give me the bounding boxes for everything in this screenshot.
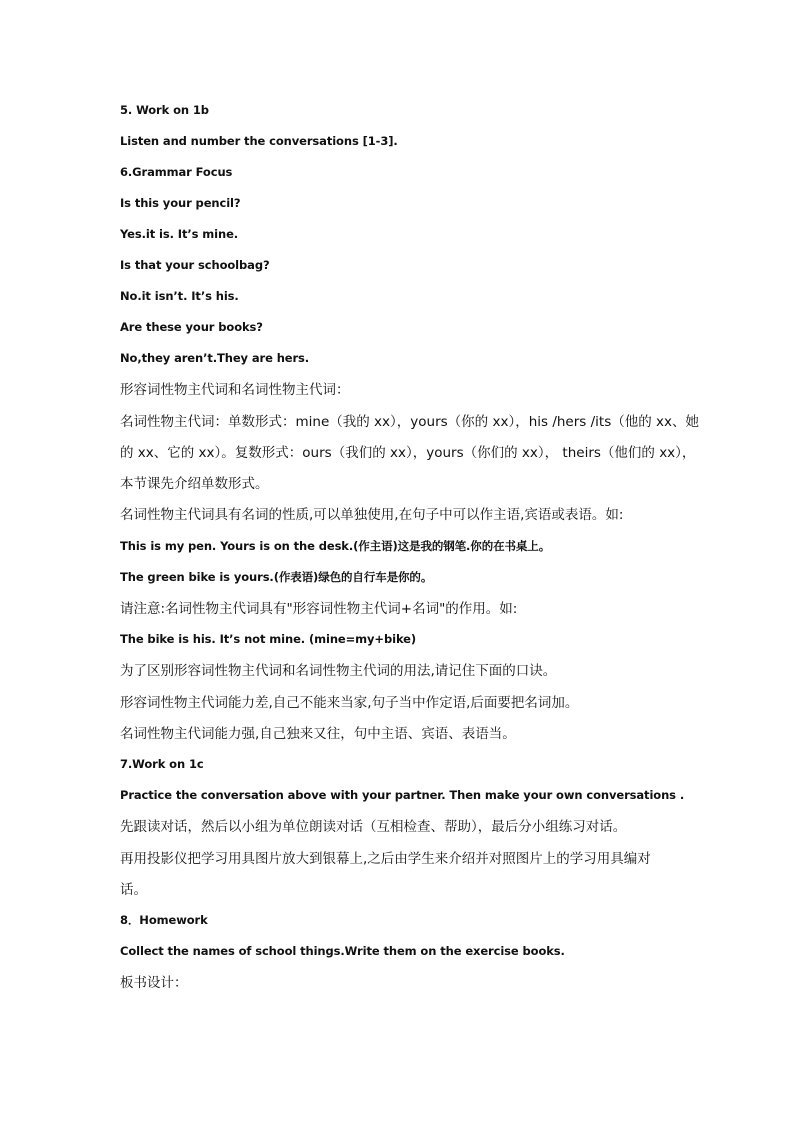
instruction-line-zh: 再用投影仪把学习用具图片放大到银幕上,之后由学生来介绍并对照图片上的学习用具编对 [120, 851, 651, 867]
section-heading-work-on-1b: 5. Work on 1b [120, 103, 209, 117]
grammar-note-line: 名词性物主代词具有名词的性质,可以单独使用,在句子中可以作主语,宾语或表语。如: [120, 507, 624, 523]
example-sentence: The bike is his. It’s not mine. (mine=my+bike) [120, 632, 417, 646]
mnemonic-line: 形容词性物主代词能力差,自己不能来当家,句子当中作定语,后面要把名词加。 [120, 695, 579, 711]
example-sentence: No.it isn’t. It’s his. [120, 289, 239, 303]
example-sentence: Is that your schoolbag? [120, 258, 270, 272]
section-heading-grammar-focus: 6.Grammar Focus [120, 165, 233, 179]
grammar-note-line: 的 xx、它的 xx）。复数形式：ours（我们的 xx），yours（你们的 xx）， theirs（他们的 xx）， [120, 445, 696, 461]
example-sentence: Is this your pencil? [120, 196, 241, 210]
instruction-line-zh: 话。 [120, 882, 147, 898]
instruction-line-zh: 先跟读对话，然后以小组为单位朗读对话（互相检查、帮助），最后分小组练习对话。 [120, 819, 627, 835]
example-sentence: Are these your books? [120, 320, 263, 334]
grammar-note-line: 请注意:名词性物主代词具有"形容词性物主代词+名词"的作用。如: [120, 601, 518, 617]
instruction-line: Practice the conversation above with your partner. Then make your own conversations . [120, 788, 685, 802]
example-sentence-mixed: The green bike is yours.(作表语)绿色的自行车是你的。 [120, 570, 433, 584]
grammar-note-line: 本节课先介绍单数形式。 [120, 476, 269, 492]
section-heading-work-on-1c: 7.Work on 1c [120, 757, 204, 771]
instruction-line: Listen and number the conversations [1-3]. [120, 134, 398, 148]
board-design-heading: 板书设计： [120, 975, 188, 991]
example-sentence: Yes.it is. It’s mine. [120, 227, 239, 241]
example-sentence-mixed: This is my pen. Yours is on the desk.(作主语)这是我的钢笔.你的在书桌上。 [120, 539, 551, 553]
mnemonic-line: 名词性物主代词能力强,自己独来又往，句中主语、宾语、表语当。 [120, 726, 516, 742]
homework-line: Collect the names of school things.Write them on the exercise books. [120, 944, 565, 958]
example-sentence: No,they aren’t.They are hers. [120, 351, 310, 365]
section-heading-homework: 8．Homework [120, 913, 208, 927]
grammar-note-line: 为了区别形容词性物主代词和名词性物主代词的用法,请记住下面的口诀。 [120, 663, 557, 679]
grammar-note-heading: 形容词性物主代词和名词性物主代词： [120, 382, 350, 398]
grammar-note-line: 名词性物主代词：单数形式：mine（我的 xx），yours（你的 xx），his /hers /its（他的 xx、她 [120, 414, 700, 430]
